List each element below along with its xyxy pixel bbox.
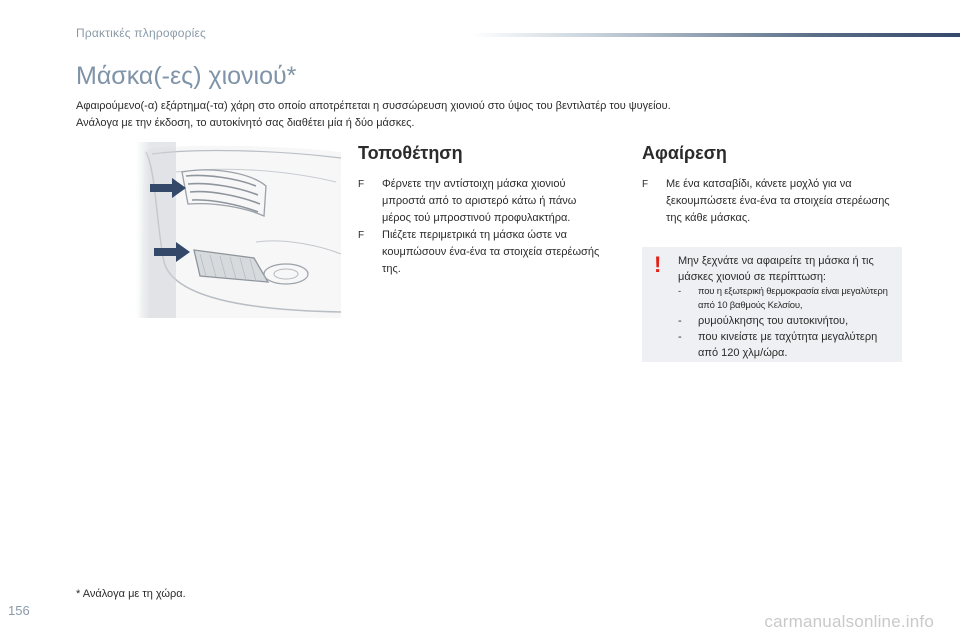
header-bar [470, 33, 960, 37]
page-number: 156 [8, 603, 30, 618]
footnote: * Ανάλογα με τη χώρα. [76, 588, 186, 600]
dash-icon: - [678, 286, 681, 297]
installation-step-1 [358, 176, 608, 227]
page-title: Μάσκα(-ες) χιονιού* [76, 62, 297, 90]
warning-box [642, 247, 902, 362]
section-title: Πρακτικές πληροφορίες [76, 26, 207, 40]
warning-item [678, 329, 892, 361]
front-bumper-illustration [136, 142, 348, 318]
installation-step-text: Φέρνετε την αντίστοιχη μάσκα χιονιού μπροστά από το αριστερό κάτω ή πάνω μέρος τού μπροστινού προφυλακτήρα. [382, 178, 577, 224]
intro-line-2: Ανάλογα με την έκδοση, το αυτοκίνητό σας διαθέτει μία ή δύο μάσκες. [76, 117, 415, 129]
warning-item-text: που η εξωτερική θερμοκρασία είναι μεγαλύτερη από 10 βαθμούς Κελσίου, [698, 286, 888, 311]
dash-icon: - [678, 315, 682, 327]
intro-text [76, 98, 896, 132]
removal-heading: Αφαίρεση [642, 143, 727, 163]
removal-column [642, 143, 892, 227]
warning-item [678, 285, 892, 313]
installation-step-text: Πιέζετε περιμετρικά τη μάσκα ώστε να κουμπώσουν ένα-ένα τα στοιχεία στερέωσής της. [382, 229, 600, 275]
watermark: carmanualsonline.info [764, 612, 934, 631]
installation-column [358, 143, 608, 278]
installation-heading: Τοποθέτηση [358, 143, 463, 163]
warning-icon: ! [654, 252, 662, 277]
intro-line-1: Αφαιρούμενο(-α) εξάρτημα(-τα) χάρη στο οποίο αποτρέπεται η συσσώρευση χιονιού στο ύψος του βεντιλατέρ του ψυγείου. [76, 100, 671, 112]
step-marker-icon: F [358, 230, 365, 241]
warning-item [678, 313, 892, 329]
dash-icon: - [678, 331, 682, 343]
step-marker-icon: F [642, 179, 649, 190]
warning-list [678, 285, 892, 361]
installation-step-2 [358, 227, 608, 278]
warning-item-text: ρυμούλκησης του αυτοκινήτου, [698, 315, 849, 327]
removal-step-text: Με ένα κατσαβίδι, κάνετε μοχλό για να ξεκουμπώσετε ένα-ένα τα στοιχεία στερέωσης της κάθε μάσκας. [666, 178, 890, 224]
warning-item-text: που κινείστε με ταχύτητα μεγαλύτερη από 120 χλμ/ώρα. [698, 331, 878, 359]
removal-step-1 [642, 176, 892, 227]
warning-text: Μην ξεχνάτε να αφαιρείτε τη μάσκα ή τις μάσκες χιονιού σε περίπτωση: [678, 255, 874, 283]
step-marker-icon: F [358, 179, 365, 190]
